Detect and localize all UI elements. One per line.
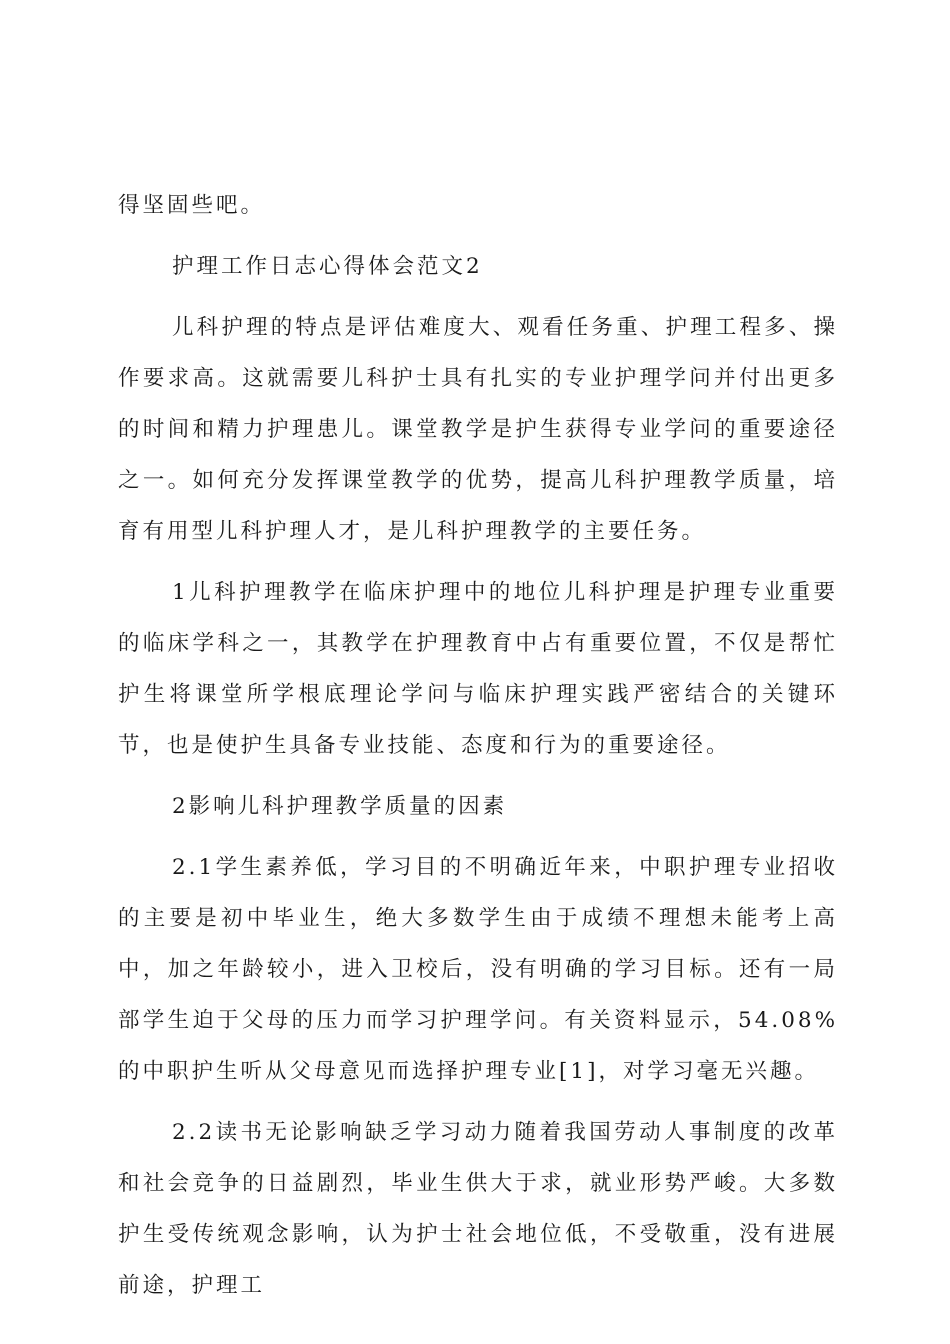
section-heading-2: 2影响儿科护理教学质量的因素 bbox=[172, 794, 508, 819]
section-heading: 护理工作日志心得体会范文2 bbox=[172, 254, 483, 279]
document-body bbox=[118, 180, 838, 1311]
paragraph-section-2-1: 2.1学生素养低，学习目的不明确近年来，中职护理专业招收的主要是初中毕业生，绝大多数学生由于成绩不理想未能考上高中，加之年龄较小，进入卫校后，没有明确的学习目标。还有一局部学生迫于父母的压力而学习护理学问。有关资料显示，54.08%的中职护生听从父母意见而选择护理专业[1]，对学习毫无兴趣。 bbox=[118, 855, 838, 1084]
paragraph-section-1: 1儿科护理教学在临床护理中的地位儿科护理是护理专业重要的临床学科之一，其教学在护理教育中占有重要位置，不仅是帮忙护生将课堂所学根底理论学问与临床护理实践严密结合的关键环节，也是使护生具备专业技能、态度和行为的重要途径。 bbox=[118, 580, 838, 758]
paragraph-intro: 儿科护理的特点是评估难度大、观看任务重、护理工程多、操作要求高。这就需要儿科护士具有扎实的专业护理学问并付出更多的时间和精力护理患儿。课堂教学是护生获得专业学问的重要途径之一。如何充分发挥课堂教学的优势，提高儿科护理教学质量，培育有用型儿科护理人才，是儿科护理教学的主要任务。 bbox=[118, 315, 838, 544]
paragraph-continuation: 得坚固些吧。 bbox=[118, 193, 266, 218]
paragraph-section-2-2: 2.2读书无论影响缺乏学习动力随着我国劳动人事制度的改革和社会竞争的日益剧烈，毕业生供大于求，就业形势严峻。大多数护生受传统观念影响，认为护士社会地位低，不受敬重，没有进展前途，护理工 bbox=[118, 1120, 838, 1298]
